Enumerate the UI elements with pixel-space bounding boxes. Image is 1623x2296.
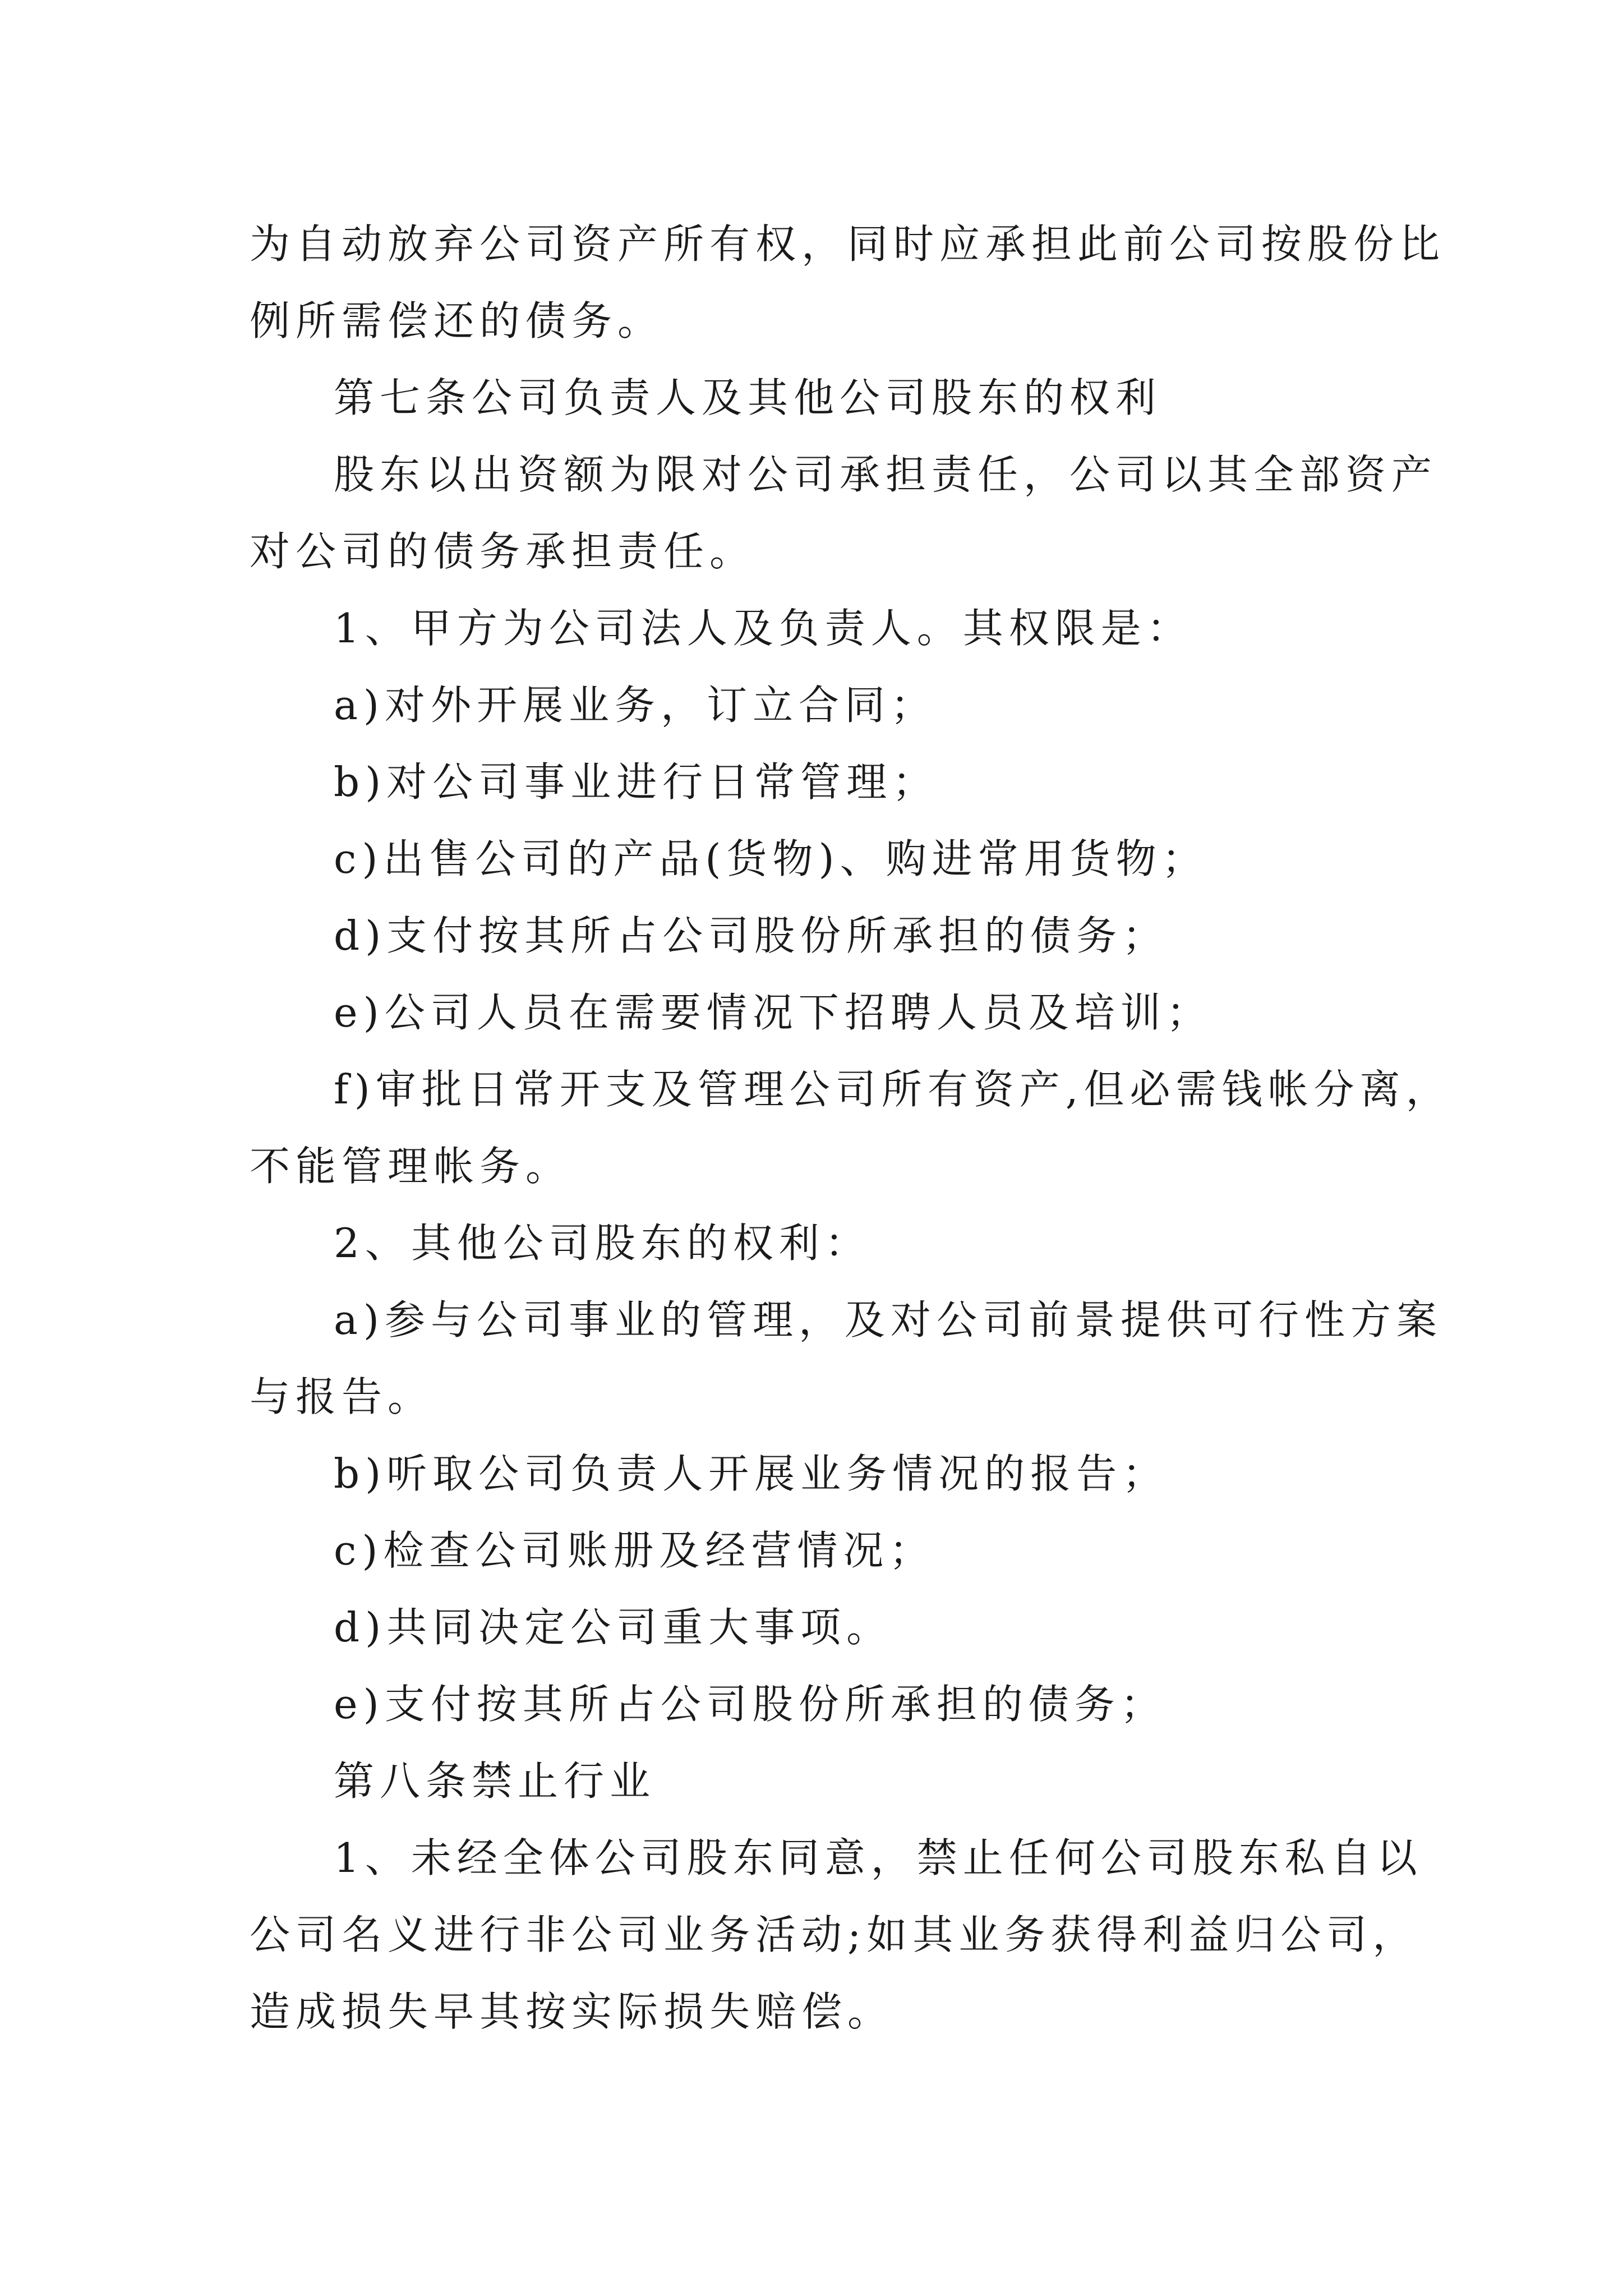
list-item: e)公司人员在需要情况下招聘人员及培训；	[334, 989, 1212, 1036]
list-item: d)共同决定公司重大事项。	[334, 1604, 893, 1651]
paragraph-line: 造成损失早其按实际损失赔偿。	[250, 1988, 894, 2035]
list-item: 1、未经全体公司股东同意，禁止任何公司股东私自以	[334, 1834, 1423, 1881]
paragraph-line: 例所需偿还的债务。	[250, 297, 664, 344]
list-item: f)审批日常开支及管理公司所有资产,但必需钱帐分离，	[334, 1066, 1452, 1113]
paragraph-line: 对公司的债务承担责任。	[250, 528, 756, 575]
paragraph-line: 公司名义进行非公司业务活动;如其业务获得利益归公司，	[250, 1911, 1419, 1958]
list-item: c)出售公司的产品(货物)、购进常用货物；	[334, 835, 1208, 882]
list-item: c)检查公司账册及经营情况；	[334, 1527, 935, 1574]
list-item: 1、甲方为公司法人及负责人。其权限是：	[334, 605, 1193, 652]
list-item: b)对公司事业进行日常管理；	[334, 758, 939, 806]
list-item: a)对外开展业务，订立合同；	[334, 682, 937, 729]
list-item: e)支付按其所占公司股份所承担的债务；	[334, 1681, 1166, 1728]
section-heading: 第八条禁止行业	[334, 1757, 656, 1805]
paragraph-line: 与报告。	[250, 1373, 434, 1420]
list-item: a)参与公司事业的管理，及对公司前景提供可行性方案	[334, 1296, 1443, 1343]
list-item: 2、其他公司股东的权利：	[334, 1220, 871, 1267]
paragraph-line: 为自动放弃公司资产所有权，同时应承担此前公司按股份比	[250, 220, 1446, 268]
list-item: b)听取公司负责人开展业务情况的报告；	[334, 1450, 1169, 1497]
section-heading: 第七条公司负责人及其他公司股东的权利	[334, 374, 1162, 421]
paragraph-line: 股东以出资额为限对公司承担责任，公司以其全部资产	[334, 451, 1438, 498]
list-item: d)支付按其所占公司股份所承担的债务；	[334, 912, 1169, 959]
paragraph-line: 不能管理帐务。	[250, 1143, 572, 1190]
